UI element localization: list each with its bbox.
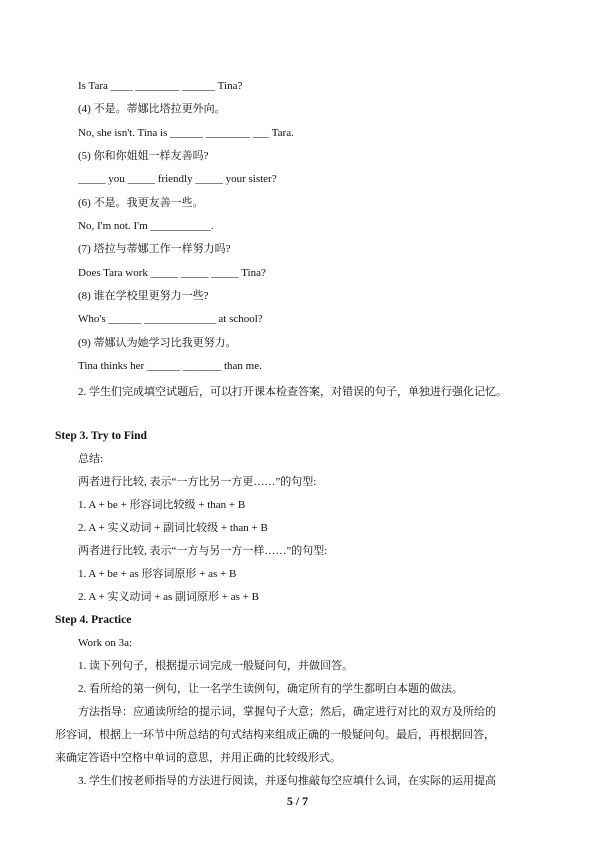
text-line: No, she isn't. Tina is ______ ________ ___ Tara. <box>78 127 294 139</box>
text-line: (8) 谁在学校里更努力一些? <box>78 290 209 302</box>
text-line: 1. A + be + 形容词比较级 + than + B <box>78 499 246 511</box>
text-line: Tina thinks her ______ _______ than me. <box>78 360 262 372</box>
text-line: 2. A + 实义动词 + 副词比较级 + than + B <box>78 522 268 534</box>
text-line: (4) 不是。蒂娜比塔拉更外向。 <box>78 103 226 115</box>
text-line: (9) 蒂娜认为她学习比我更努力。 <box>78 337 237 349</box>
text-line: Does Tara work _____ _____ _____ Tina? <box>78 267 266 279</box>
text-line: (5) 你和你姐姐一样友善吗? <box>78 150 209 162</box>
text-line: Is Tara ____ ________ ______ Tina? <box>78 80 243 92</box>
text-line: Work on 3a: <box>78 637 133 649</box>
text-line: 两者进行比较, 表示“一方比另一方更……”的句型: <box>78 476 317 488</box>
text-line: _____ you _____ friendly _____ your sister? <box>78 173 277 185</box>
text-line: 总结: <box>78 453 104 465</box>
text-line: 3. 学生们按老师指导的方法进行阅读，并逐句推敲每空应填什么词，在实际的运用提高 <box>78 775 496 787</box>
text-line: 1. 读下列句子，根据提示词完成一般疑问句，并做回答。 <box>78 660 353 672</box>
text-line: 两者进行比较, 表示“一方与另一方一样……”的句型: <box>78 545 328 557</box>
text-line: Who's ______ _____________ at school? <box>78 313 263 325</box>
heading-step-4: Step 4. Practice <box>55 614 132 626</box>
text-line: 2. A + 实义动词 + as 副词原形 + as + B <box>78 591 259 603</box>
paragraph-check-answers: 2. 学生们完成填空试题后，可以打开课本检查答案，对错误的句子，单独进行强化记忆。 <box>78 386 507 398</box>
text-line: (7) 塔拉与蒂娜工作一样努力吗? <box>78 243 231 255</box>
text-line: No, I'm not. I'm ___________. <box>78 220 214 232</box>
heading-step-3: Step 3. Try to Find <box>55 430 147 442</box>
text-line: 2. 看所给的第一例句，让一名学生读例句，确定所有的学生都明白本题的做法。 <box>78 683 463 695</box>
page-number: 5 / 7 <box>286 794 309 808</box>
text-line: 1. A + be + as 形容词原形 + as + B <box>78 568 237 580</box>
text-line: 来确定答语中空格中单词的意思，并用正确的比较级形式。 <box>55 752 341 764</box>
text-line: (6) 不是。我更友善一些。 <box>78 197 204 209</box>
text-line: 形容词，根据上一环节中所总结的句式结构来组成正确的一般疑问句。最后，再根据回答， <box>55 729 495 741</box>
text-line: 方法指导：应通读所给的提示词，掌握句子大意；然后，确定进行对比的双方及所给的 <box>78 706 496 718</box>
